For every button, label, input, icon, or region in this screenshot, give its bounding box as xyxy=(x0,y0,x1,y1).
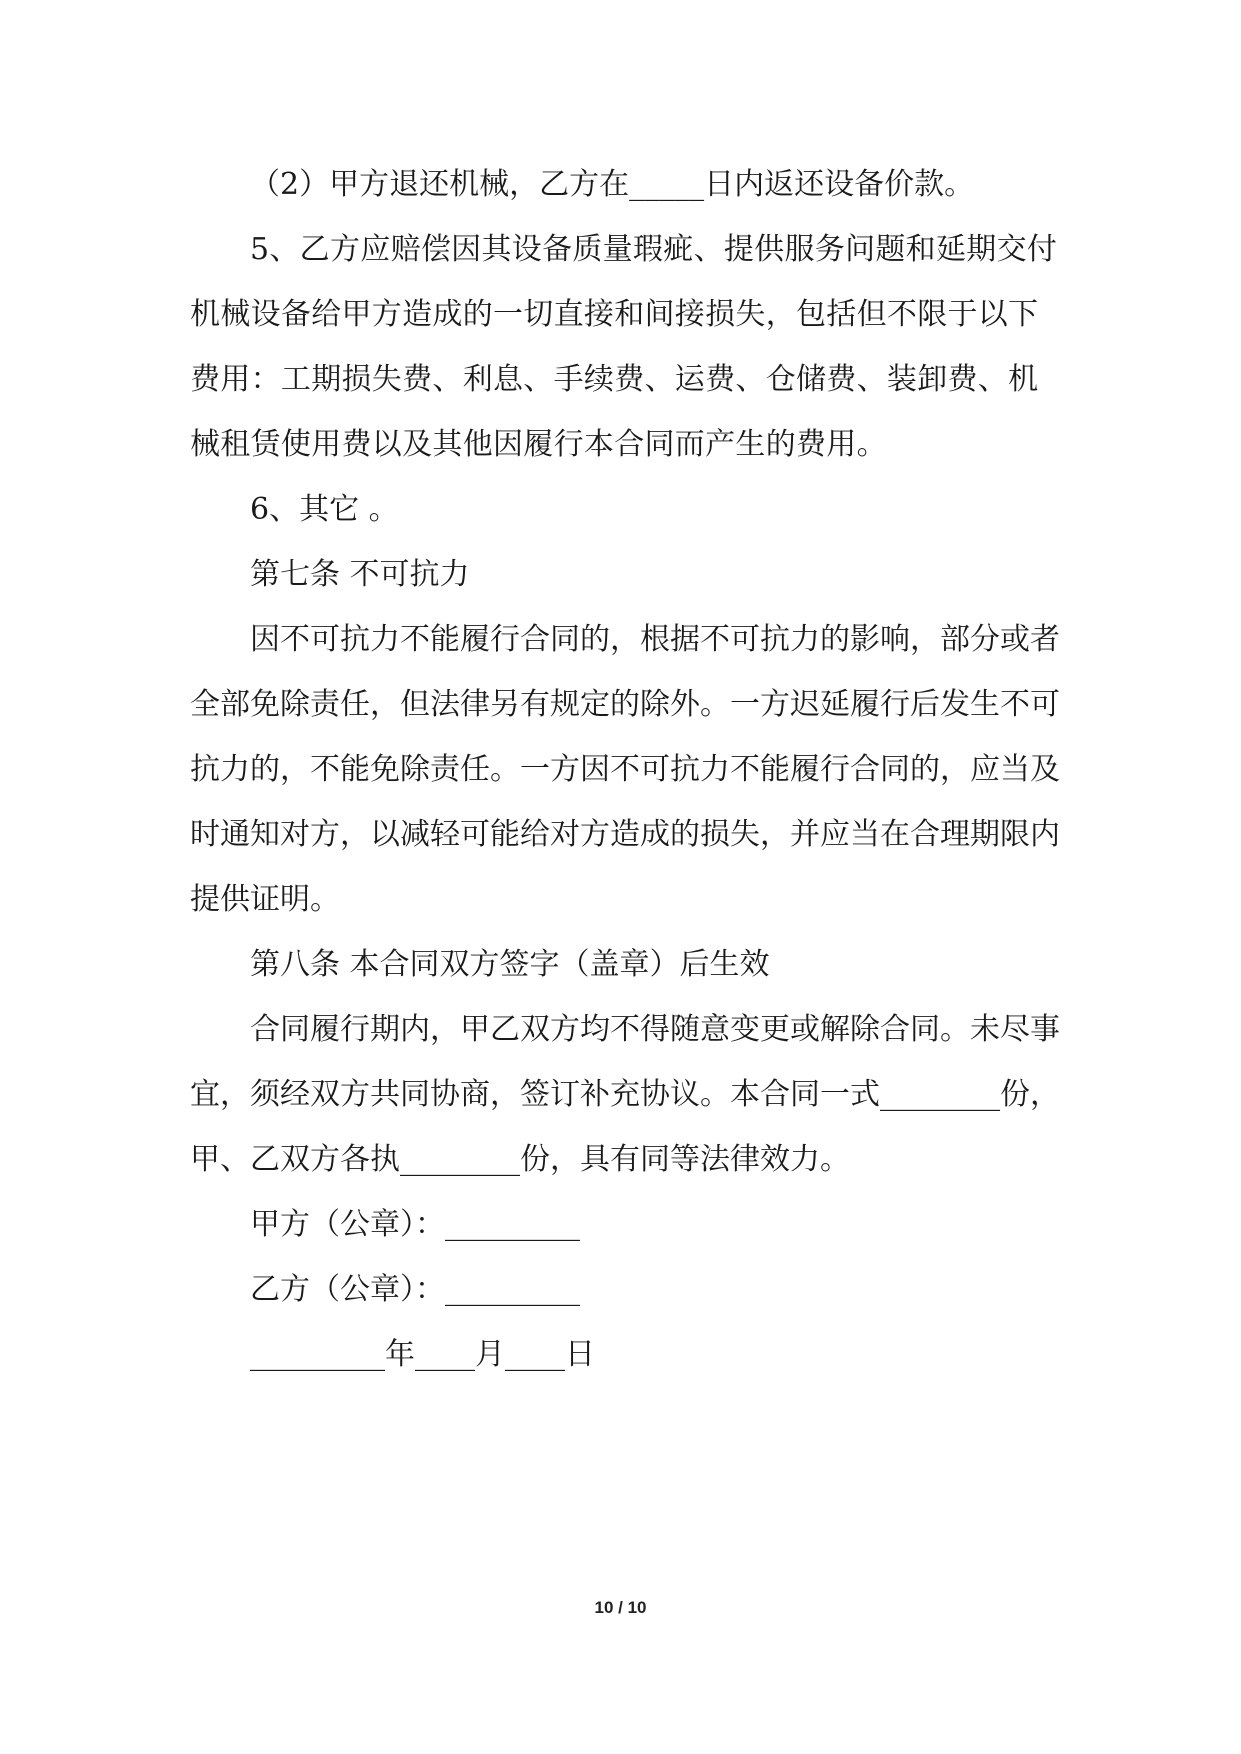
article-seven-heading: 第七条 不可抗力 xyxy=(250,557,470,592)
document-body xyxy=(190,152,1060,1387)
clause-compensation: 5、乙方应赔偿因其设备质量瑕疵、提供服务问题和延期交付机械设备给甲方造成的一切直接和间接损失，包括但不限于以下费用：工期损失费、利息、手续费、运费、仓储费、装卸费、机械租赁使用费以及其他因履行本合同而产生的费用。 xyxy=(190,232,1058,462)
date-line: _________年____月____日 xyxy=(250,1337,595,1372)
article-seven-body: 因不可抗力不能履行合同的，根据不可抗力的影响，部分或者全部免除责任，但法律另有规定的除外。一方迟延履行后发生不可抗力的，不能免除责任。一方因不可抗力不能履行合同的，应当及时通知对方，以减轻可能给对方造成的损失，并应当在合理期限内提供证明。 xyxy=(190,622,1060,917)
clause-other: 6、其它 。 xyxy=(250,492,399,527)
article-eight-body: 合同履行期内，甲乙双方均不得随意变更或解除合同。未尽事宜，须经双方共同协商，签订补充协议。本合同一式________份，甲、乙双方各执________份，具有同等法律效力。 xyxy=(190,1012,1060,1177)
article-eight-heading: 第八条 本合同双方签字（盖章）后生效 xyxy=(250,947,770,982)
party-b-seal-line: 乙方（公章）：_________ xyxy=(250,1272,580,1307)
page-number: 10 / 10 xyxy=(594,1598,647,1617)
party-a-seal-line: 甲方（公章）：_________ xyxy=(250,1207,580,1242)
clause-return-payment: （2）甲方退还机械，乙方在_____日内返还设备价款。 xyxy=(250,167,975,202)
